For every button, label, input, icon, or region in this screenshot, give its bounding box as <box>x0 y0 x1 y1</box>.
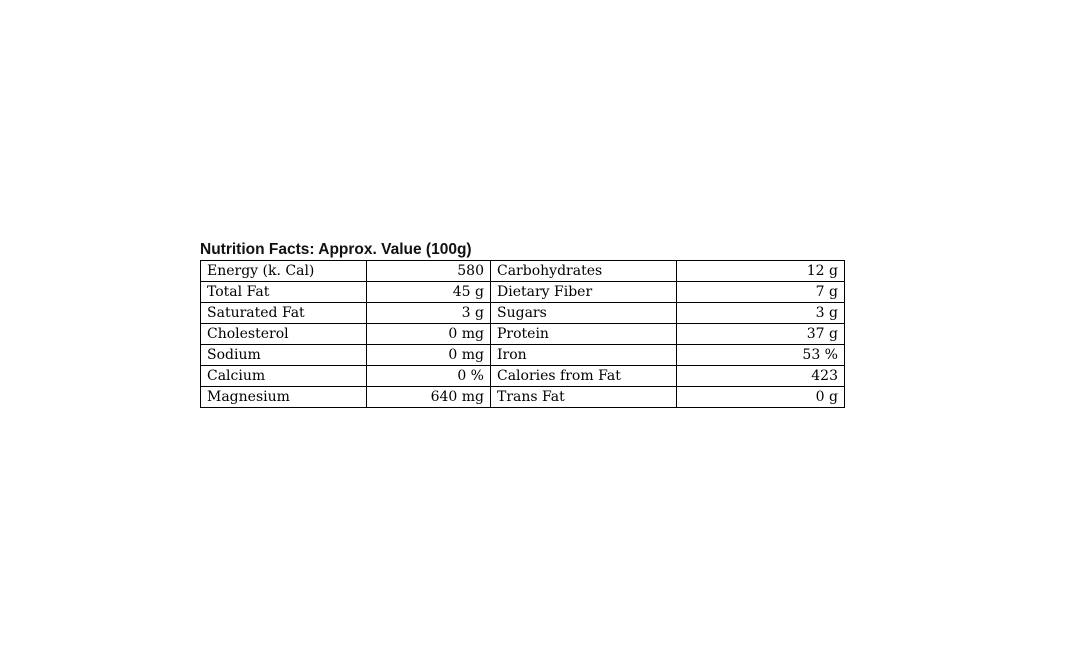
nutrient-value: 0 g <box>677 387 845 408</box>
nutrient-label: Calcium <box>201 366 367 387</box>
nutrient-value: 0 % <box>367 366 491 387</box>
nutrient-label: Protein <box>491 324 677 345</box>
table-row <box>201 366 845 387</box>
nutrient-label: Saturated Fat <box>201 303 367 324</box>
table-row <box>201 303 845 324</box>
table-row <box>201 345 845 366</box>
nutrient-label: Cholesterol <box>201 324 367 345</box>
nutrient-label: Trans Fat <box>491 387 677 408</box>
nutrient-value: 12 g <box>677 261 845 282</box>
nutrition-facts-table <box>200 260 845 408</box>
nutrient-label: Sugars <box>491 303 677 324</box>
nutrient-label: Energy (k. Cal) <box>201 261 367 282</box>
nutrient-value: 53 % <box>677 345 845 366</box>
nutrient-value: 0 mg <box>367 345 491 366</box>
nutrient-label: Magnesium <box>201 387 367 408</box>
table-row <box>201 282 845 303</box>
nutrient-value: 3 g <box>367 303 491 324</box>
table-row <box>201 387 845 408</box>
nutrition-facts-panel <box>200 240 845 408</box>
nutrient-label: Carbohydrates <box>491 261 677 282</box>
nutrient-label: Dietary Fiber <box>491 282 677 303</box>
nutrient-value: 7 g <box>677 282 845 303</box>
nutrient-label: Sodium <box>201 345 367 366</box>
nutrient-value: 3 g <box>677 303 845 324</box>
nutrient-label: Total Fat <box>201 282 367 303</box>
nutrient-value: 0 mg <box>367 324 491 345</box>
nutrient-value: 580 <box>367 261 491 282</box>
nutrient-value: 423 <box>677 366 845 387</box>
nutrient-value: 640 mg <box>367 387 491 408</box>
nutrient-label: Iron <box>491 345 677 366</box>
table-row <box>201 261 845 282</box>
nutrient-label: Calories from Fat <box>491 366 677 387</box>
nutrient-value: 37 g <box>677 324 845 345</box>
table-row <box>201 324 845 345</box>
nutrient-value: 45 g <box>367 282 491 303</box>
nutrition-facts-title: Nutrition Facts: Approx. Value (100g) <box>200 241 472 258</box>
